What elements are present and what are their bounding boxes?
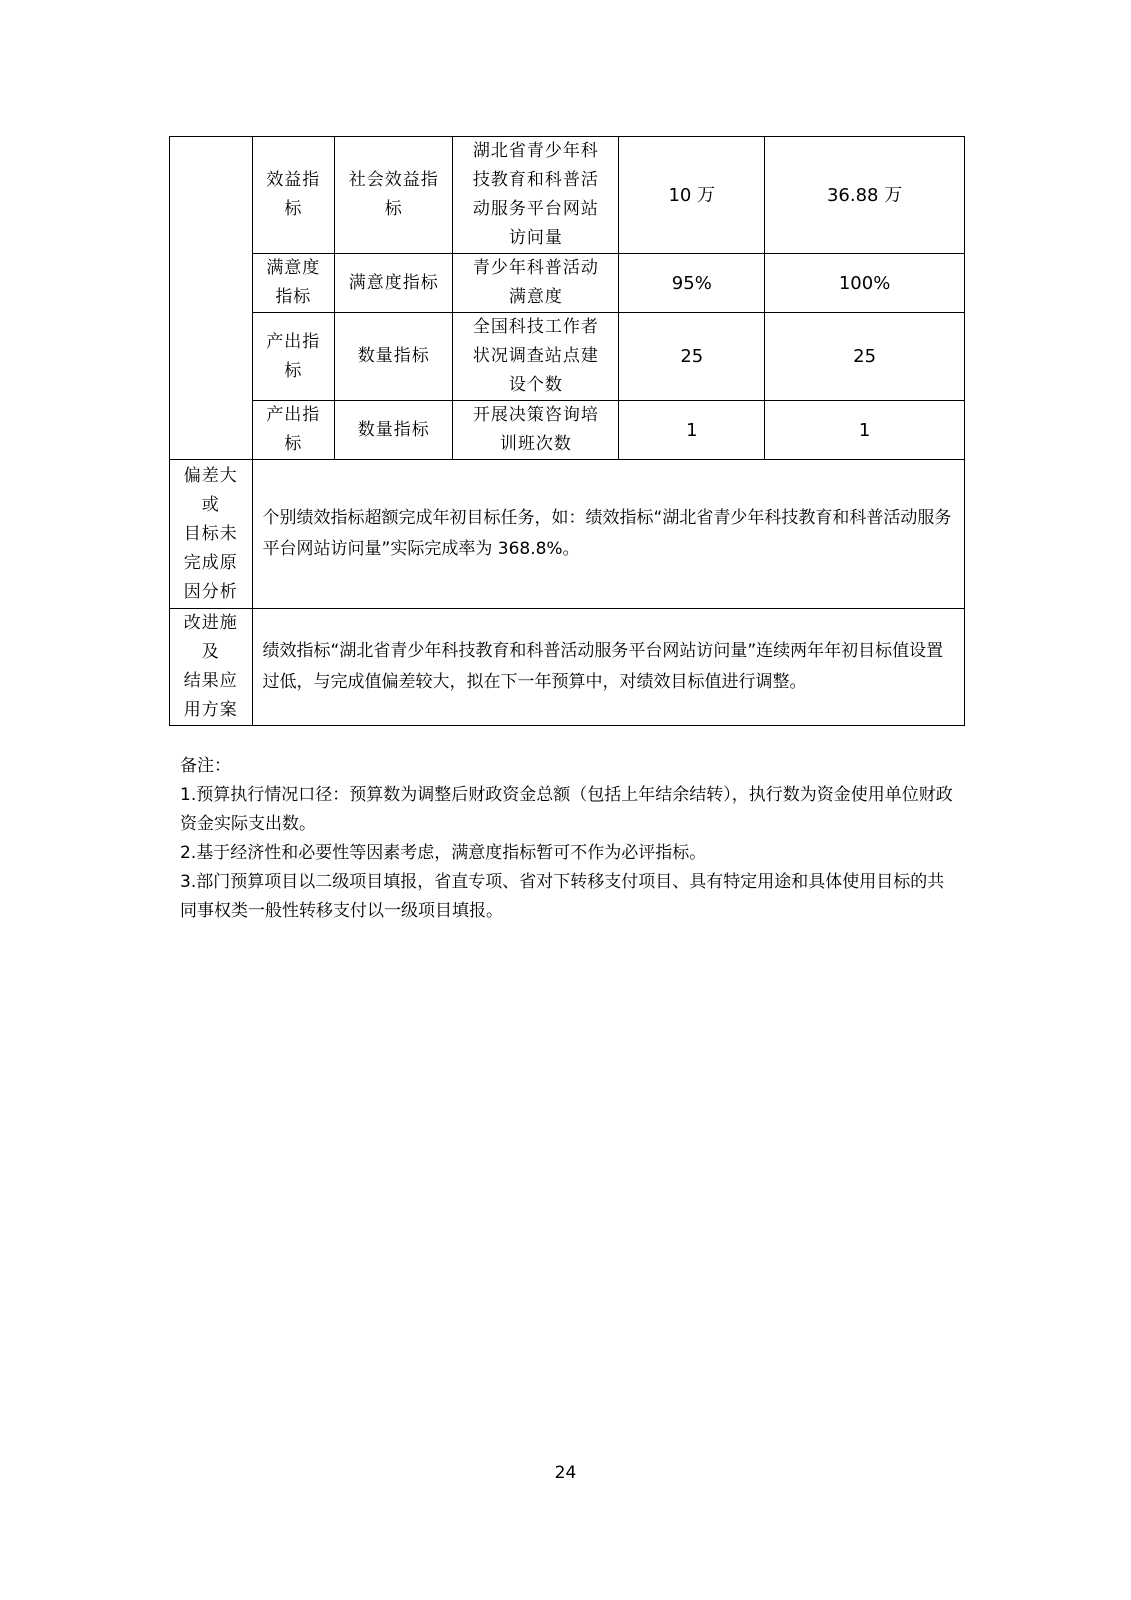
blank-category-cell: [170, 137, 253, 460]
improvement-row: [170, 609, 965, 726]
table-row: [170, 137, 965, 254]
deviation-analysis-text: 个别绩效指标超额完成年初目标任务，如：绩效指标“湖北省青少年科技教育和科普活动服务平台网站访问量”实际完成率为 368.8%。: [252, 460, 964, 609]
note-item: 2.基于经济性和必要性等因素考虑，满意度指标暂可不作为必评指标。: [180, 843, 707, 863]
notes-section: [180, 752, 960, 926]
deviation-row: [170, 460, 965, 609]
target-value-cell: 1: [619, 401, 765, 460]
indicator-name-cell: 全国科技工作者 状况调查站点建 设个数: [453, 313, 619, 401]
indicator-name-cell: 青少年科普活动 满意度: [453, 254, 619, 313]
indicator-name-cell: 湖北省青少年科 技教育和科普活 动服务平台网站 访问量: [453, 137, 619, 254]
note-item: 3.部门预算项目以二级项目填报，省直专项、省对下转移支付项目、具有特定用途和具体使用目标的共同事权类一般性转移支付以一级项目填报。: [180, 872, 945, 921]
target-value-cell: 25: [619, 313, 765, 401]
level2-indicator-cell: 数量指标: [335, 313, 453, 401]
level2-indicator-cell: 数量指标: [335, 401, 453, 460]
level2-indicator-cell: 满意度指标: [335, 254, 453, 313]
page-number: 24: [554, 1463, 577, 1483]
indicator-name-cell: 开展决策咨询培 训班次数: [453, 401, 619, 460]
table-row: [170, 313, 965, 401]
notes-heading: 备注：: [180, 756, 231, 776]
level2-indicator-cell: 社会效益指 标: [335, 137, 453, 254]
target-value-cell: 95%: [619, 254, 765, 313]
table-row: [170, 254, 965, 313]
actual-value-cell: 1: [765, 401, 965, 460]
deviation-label-cell: 偏差大 或 目标未 完成原 因分析: [170, 460, 253, 609]
note-item: 1.预算执行情况口径：预算数为调整后财政资金总额（包括上年结余结转），执行数为资金使用单位财政资金实际支出数。: [180, 785, 953, 834]
target-value-cell: 10 万: [619, 137, 765, 254]
table-row: [170, 401, 965, 460]
actual-value-cell: 100%: [765, 254, 965, 313]
actual-value-cell: 36.88 万: [765, 137, 965, 254]
level1-indicator-cell: 效益指 标: [252, 137, 335, 254]
level1-indicator-cell: 产出指 标: [252, 401, 335, 460]
actual-value-cell: 25: [765, 313, 965, 401]
level1-indicator-cell: 满意度 指标: [252, 254, 335, 313]
improvement-plan-text: 绩效指标“湖北省青少年科技教育和科普活动服务平台网站访问量”连续两年年初目标值设置过低，与完成值偏差较大，拟在下一年预算中，对绩效目标值进行调整。: [252, 609, 964, 726]
improvement-label-cell: 改进施 及 结果应 用方案: [170, 609, 253, 726]
performance-indicator-table: [169, 136, 965, 726]
level1-indicator-cell: 产出指 标: [252, 313, 335, 401]
